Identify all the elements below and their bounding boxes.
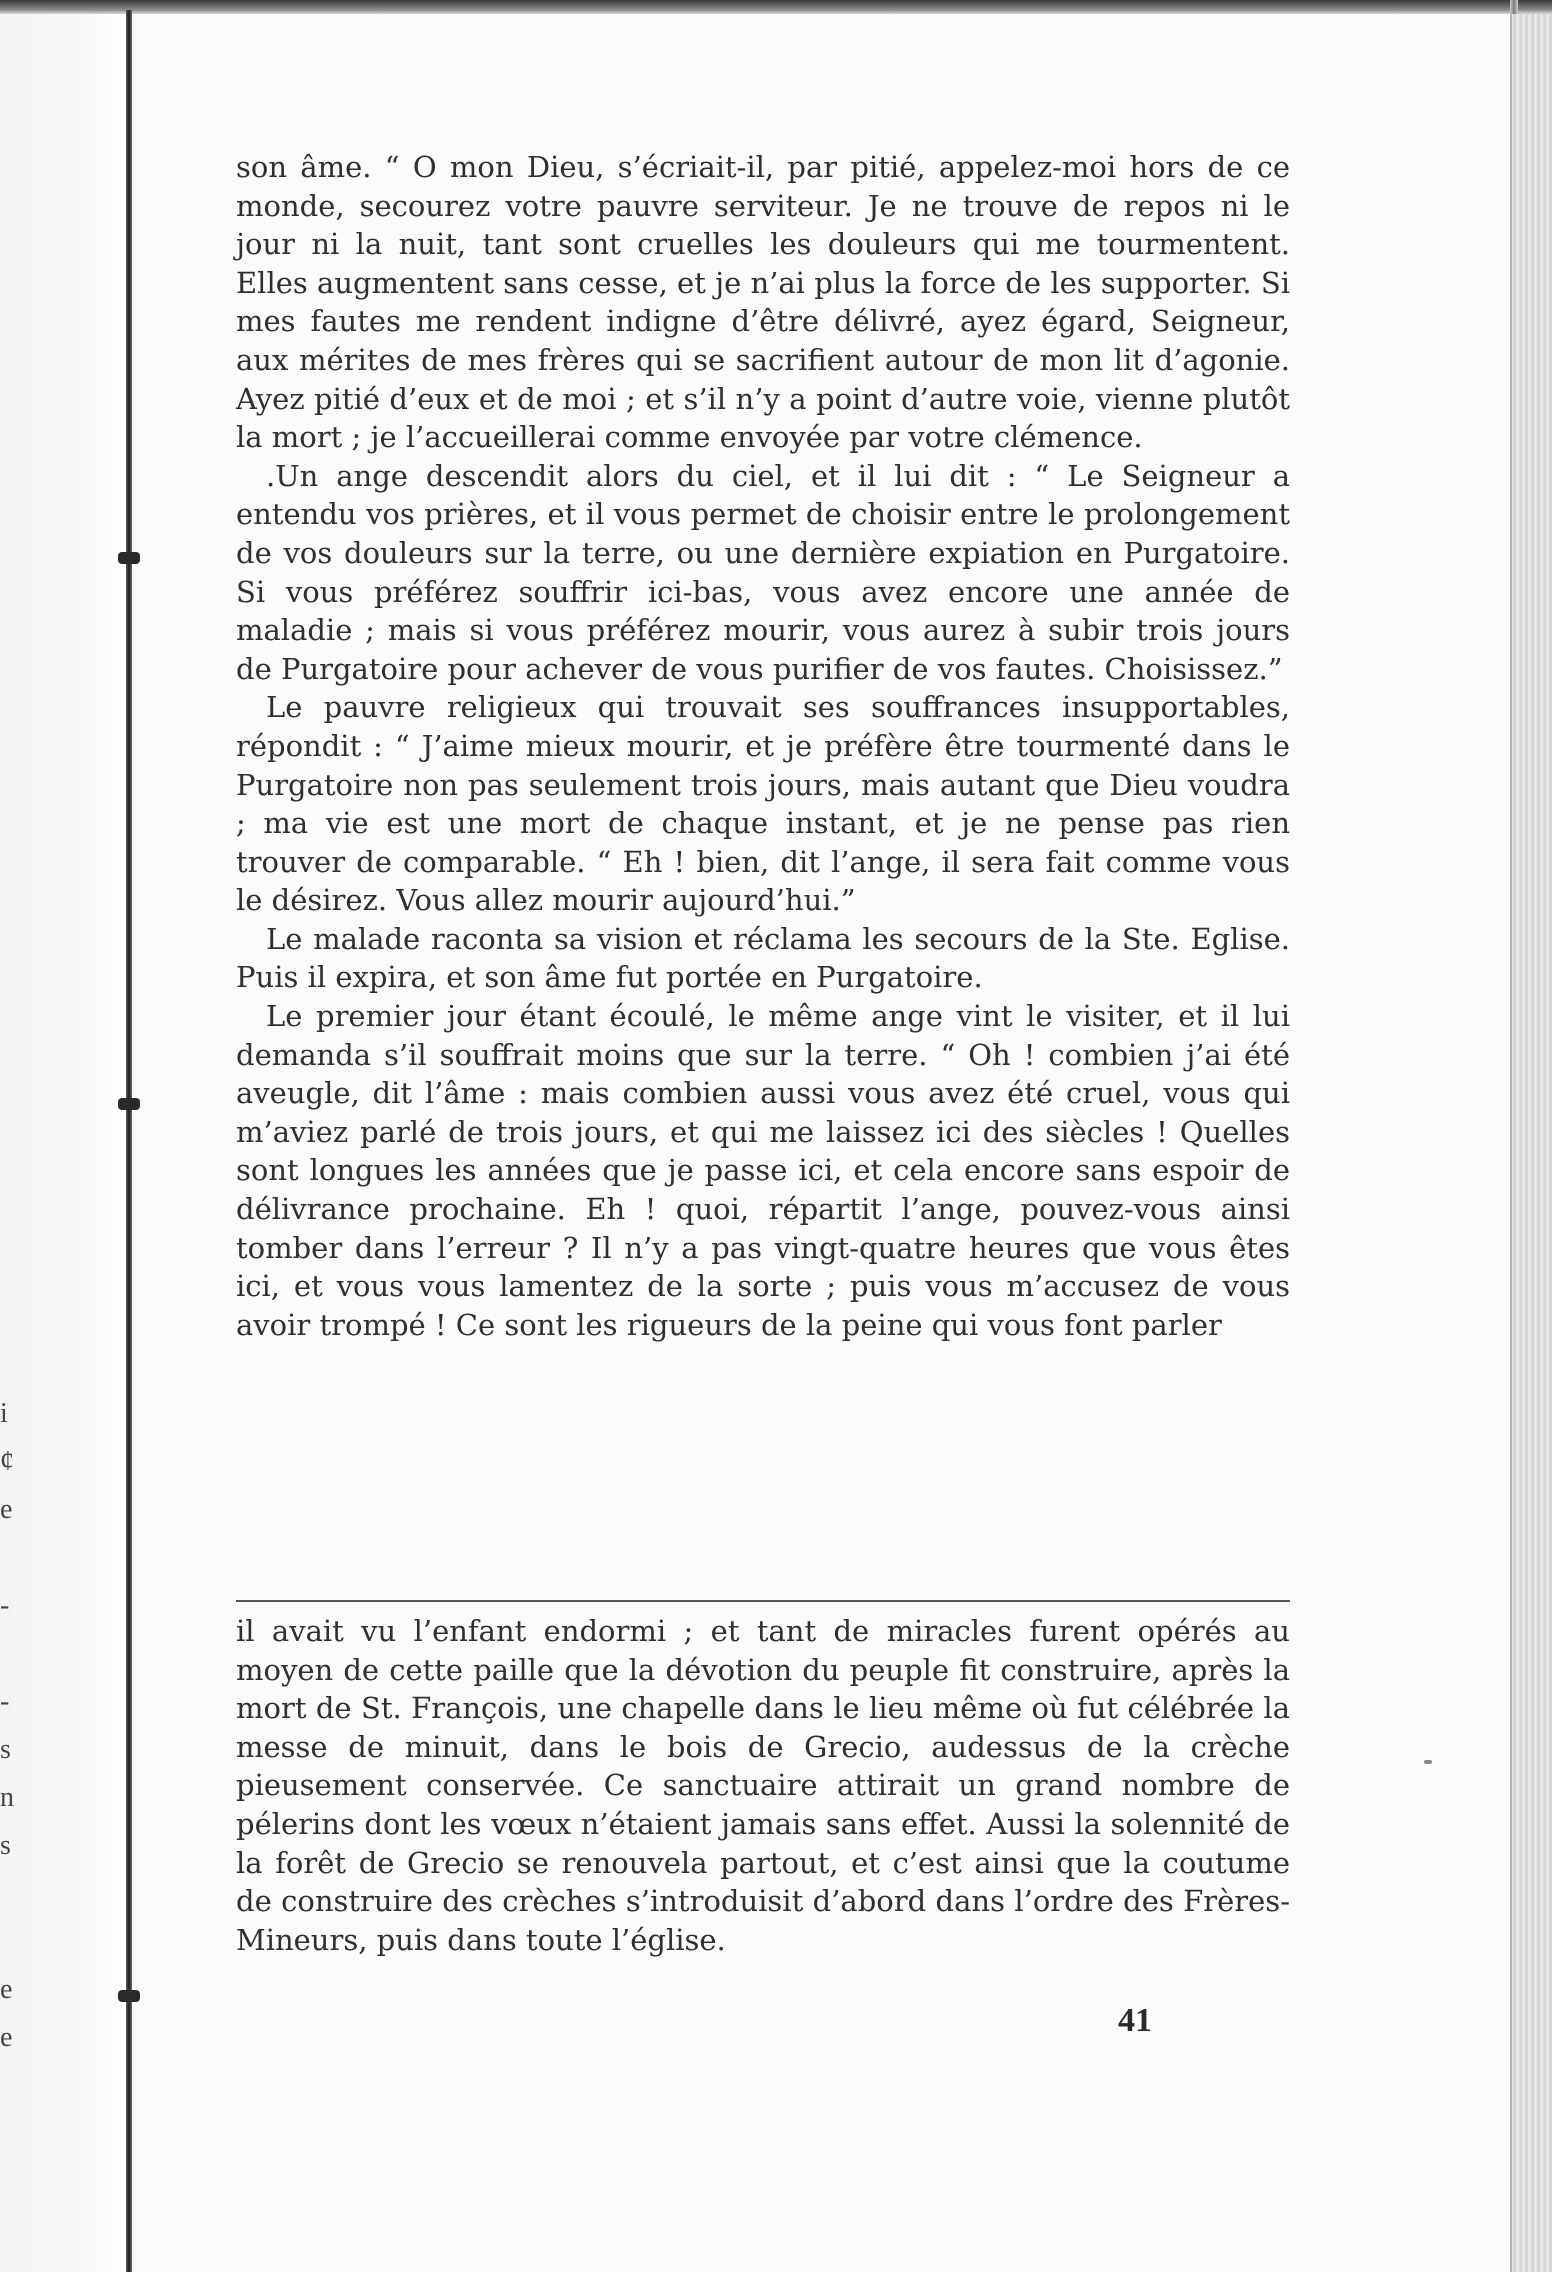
facing-page-letters: i ¢ e - - s n s e e	[0, 1398, 14, 2053]
scan-speck	[1424, 1760, 1432, 1764]
binding-thread-mark	[118, 1098, 140, 1110]
page-stack-edges	[1510, 14, 1552, 2272]
paragraph: Le premier jour étant écoulé, le même ange vint le visiter, et il lui demanda s’il souffrait moins que sur la terre. “ Oh ! combien j’ai été aveugle, dit l’âme : mais combien aussi vous avez été cruel, vous qui m’aviez parlé de trois jours, et qui me laissez ici des siècles ! Quelles sont longues les années que je passe ici, et cela encore sans espoir de délivrance prochaine. Eh ! quoi, répartit l’ange, pouvez-vous ainsi tomber dans l’erreur ? Il n’y a pas vingt-quatre heures que vous êtes ici, et vous vous lamentez de la sorte ; puis vous m’accusez de vous avoir trompé ! Ce sont les rigueurs de la peine qui vous font parler	[236, 999, 1290, 1342]
paragraph: Le pauvre religieux qui trouvait ses souffrances insupportables, répondit : “ J’aime mieux mourir, et je préfère être tourmenté dans le Purgatoire non pas seulement trois jours, mais autant que Dieu voudra ; ma vie est une mort de chaque instant, et je ne pense pas rien trouver de comparable. “ Eh ! bien, dit l’ange, il sera fait comme vous le désirez. Vous allez mourir aujourd’hui.”	[236, 690, 1290, 918]
main-text	[236, 148, 1290, 1344]
page-number: 41	[1118, 2002, 1152, 2039]
paragraph: .Un ange descendit alors du ciel, et il lui dit : “ Le Seigneur a entendu vos prières, et il vous permet de choisir entre le prolongement de vos douleurs sur la terre, ou une dernière expiation en Purgatoire. Si vous préférez souffrir ici-bas, vous avez encore une année de maladie ; mais si vous préférez mourir, vous aurez à subir trois jours de Purgatoire pour achever de vous purifier de vos fautes. Choisissez.”	[236, 458, 1290, 686]
book-binding	[126, 10, 132, 2272]
footnote-separator	[236, 1600, 1290, 1602]
paragraph: Le malade raconta sa vision et réclama les secours de la Ste. Eglise. Puis il expira, et son âme fut portée en Purgatoire.	[236, 921, 1290, 995]
scan-top-edge	[0, 0, 1552, 14]
binding-thread-mark	[118, 1990, 140, 2002]
footnote-text: il avait vu l’enfant endormi ; et tant de miracles furent opérés au moyen de cette paille que la dévotion du peuple fit construire, après la mort de St. François, une chapelle dans le lieu même où fut célébrée la messe de minuit, dans le bois de Grecio, audessus de la crèche pieusement conservée. Ce sanctuaire attirait un grand nombre de pélerins dont les vœux n’étaient jamais sans effet. Aussi la solennité de la forêt de Grecio se renouvela partout, et c’est ainsi que la coutume de construire des crèches s’introduisit d’abord dans l’ordre des Frères-Mineurs, puis dans toute l’église.	[236, 1614, 1290, 1957]
paragraph: son âme. “ O mon Dieu, s’écriait-il, par pitié, appelez-moi hors de ce monde, secourez votre pauvre serviteur. Je ne trouve de repos ni le jour ni la nuit, tant sont cruelles les douleurs qui me tourmentent. Elles augmentent sans cesse, et je n’ai plus la force de les supporter. Si mes fautes me rendent indigne d’être délivré, ayez égard, Seigneur, aux mérites de mes frères qui se sacrifient autour de mon lit d’agonie. Ayez pitié d’eux et de moi ; et s’il n’y a point d’autre voie, vienne plutôt la mort ; je l’accueillerai comme envoyée par votre clémence.	[236, 150, 1290, 455]
footnote	[236, 1612, 1290, 1959]
binding-thread-mark	[118, 552, 140, 564]
